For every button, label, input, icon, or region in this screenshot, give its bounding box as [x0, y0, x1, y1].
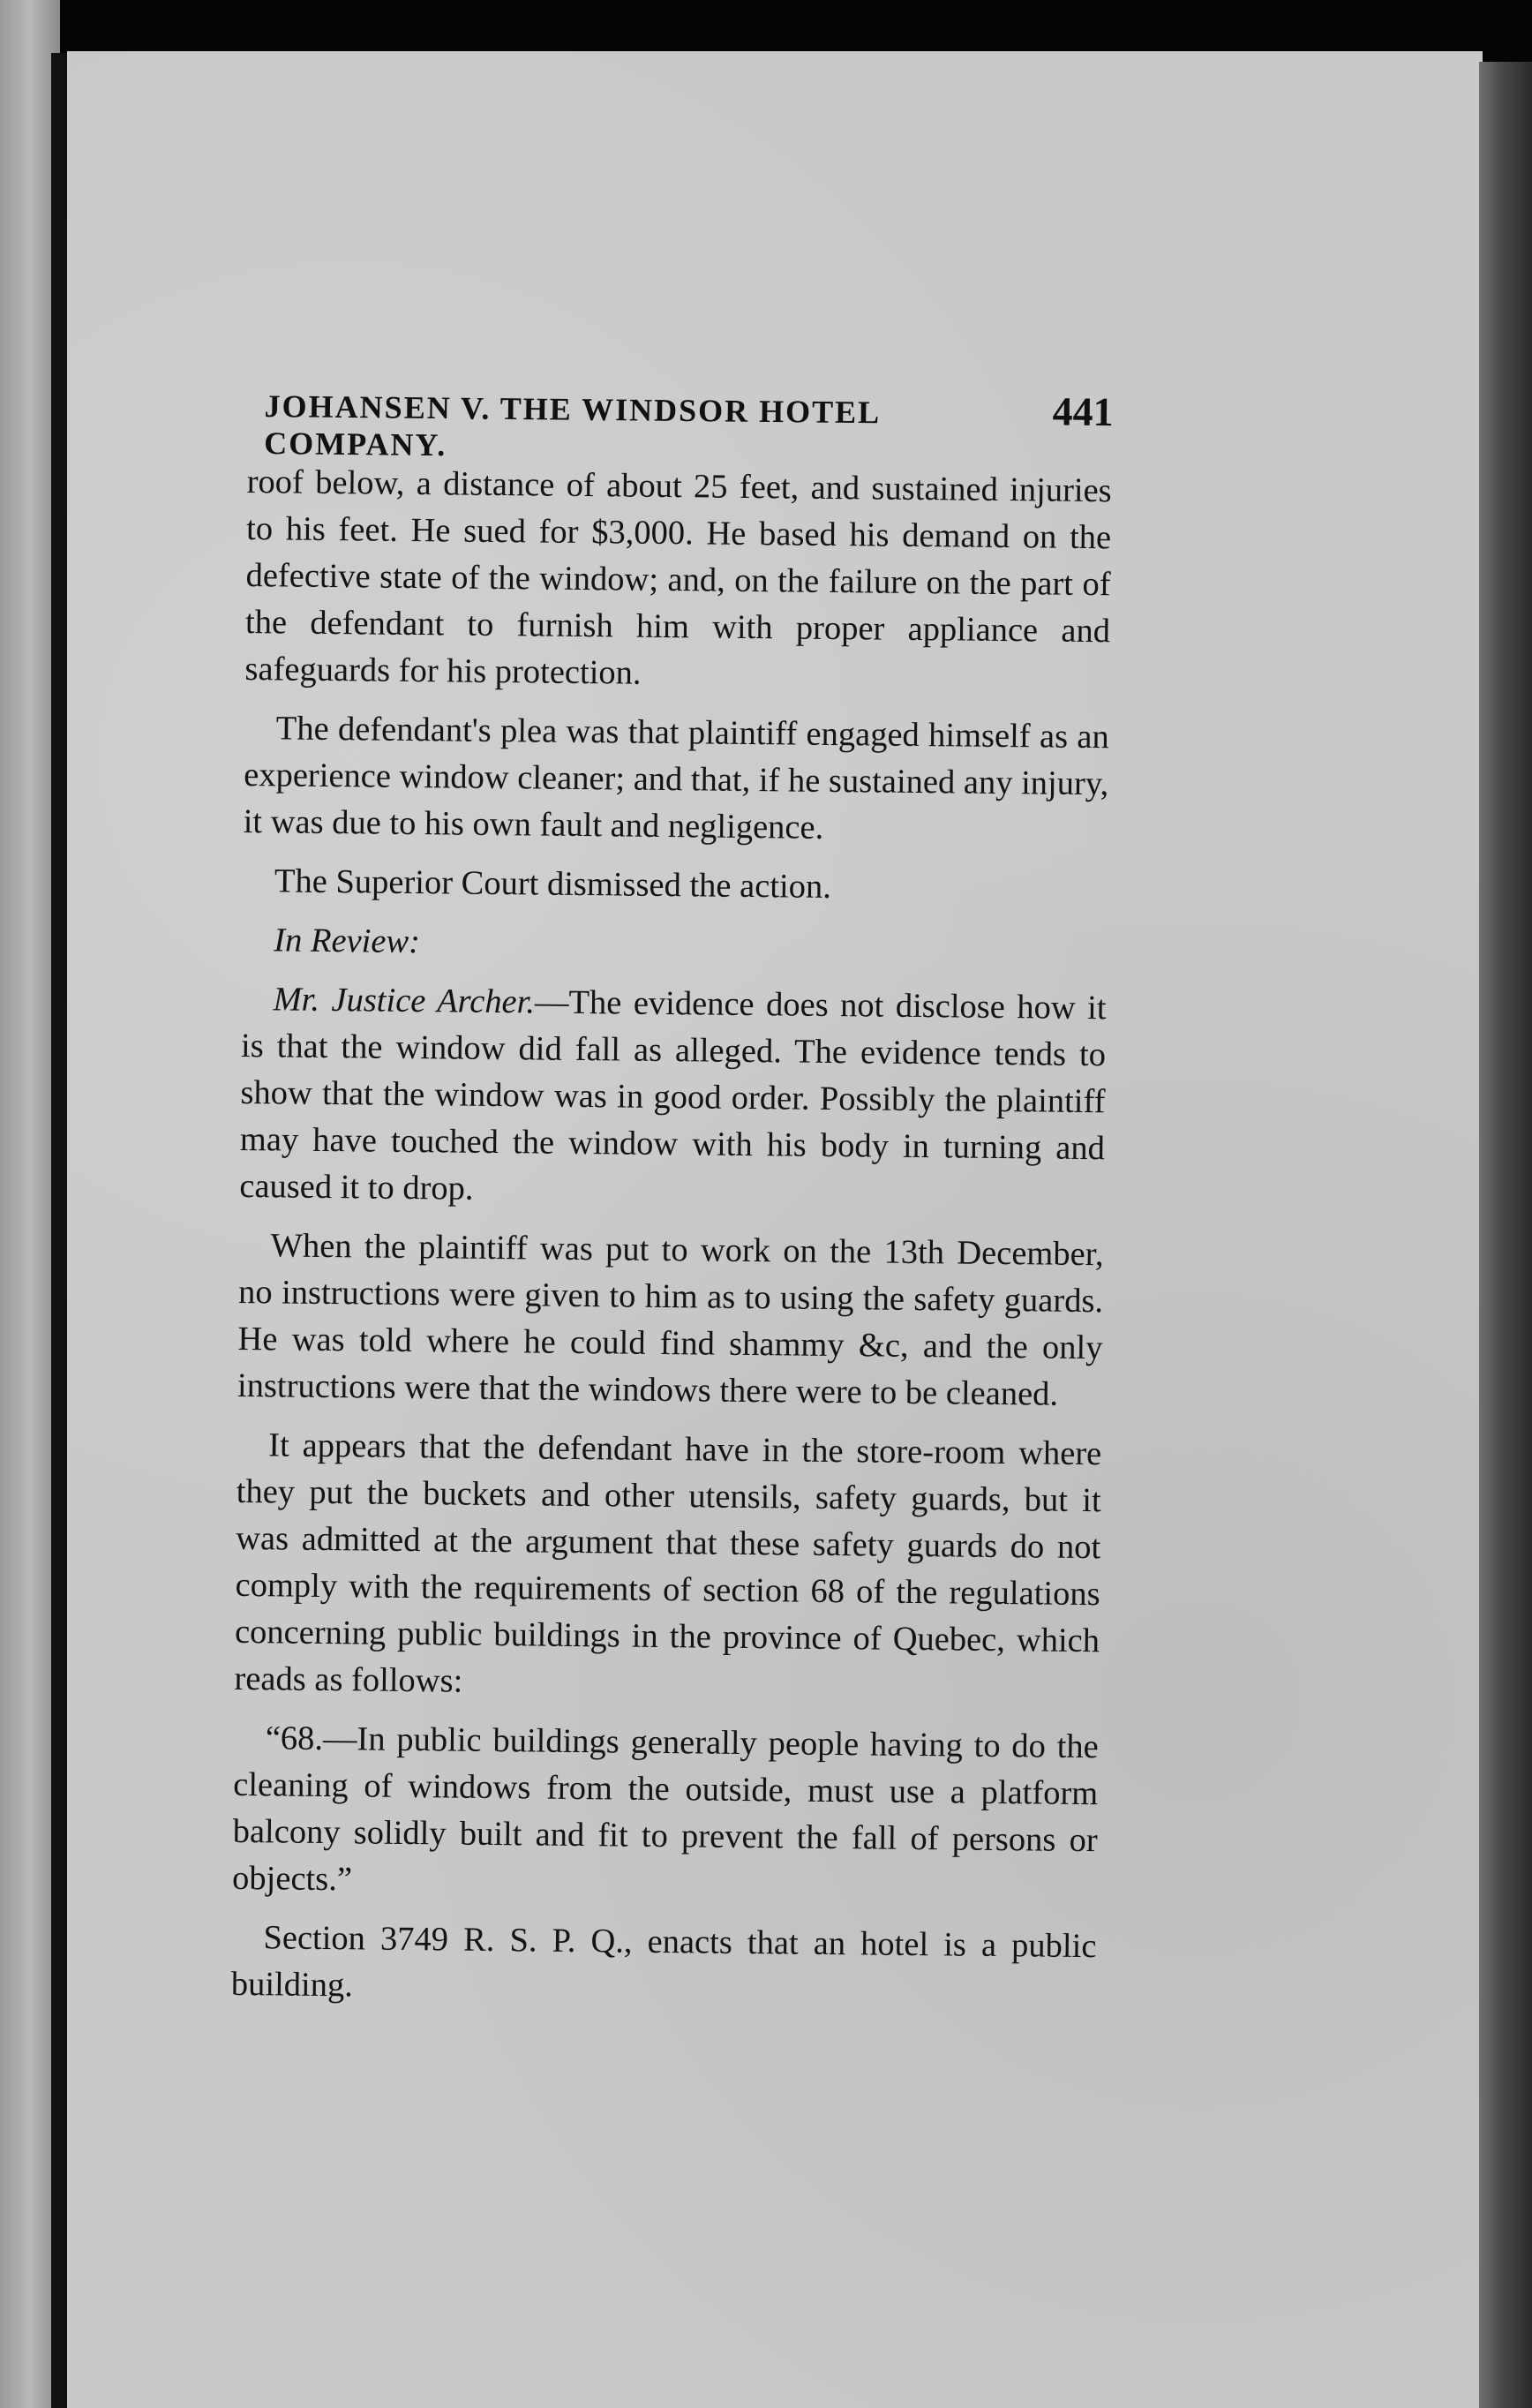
paragraph-9: Section 3749 R. S. P. Q., enacts that an hotel is a public building.	[230, 1919, 1097, 2005]
paragraph-3: The Superior Court dismissed the action.	[274, 862, 832, 906]
paragraph-5	[239, 976, 1107, 1219]
running-head-title: JOHANSEN V. THE WINDSOR HOTEL COMPANY.	[264, 388, 880, 463]
in-review-heading: In Review:	[274, 922, 421, 961]
running-head	[264, 380, 1114, 470]
paragraph-1: roof below, a distance of about 25 feet, and sustained injuries to his feet. He sued for $3,000. He based his demand on the defective state of the window; and, on the failure on the part of the defendant to furnish him with proper appliance and safeguards for his protection.	[244, 463, 1112, 692]
paragraph-6: When the plaintiff was put to work on the 13th December, no instructions were given to him as to using the safety guards. He was told where he could find shammy &c, and the only instructions were that the windows there were to be cleaned.	[237, 1227, 1104, 1413]
body-text	[230, 459, 1111, 2029]
paragraph-7: It appears that the defendant have in the store-room where they put the buckets and other utensils, safety guards, but it was admitted at the argument that these safety guards do not comply with the requirements of section 68 of the regulations concerning public buildings in the province of Quebec, which reads as follows:	[234, 1426, 1102, 1700]
book-spine	[51, 53, 67, 2408]
quoted-regulation: “68.—In public buildings generally people having to do the cleaning of windows from the outside, must use a platform balcony solidly built and fit to prevent the fall of persons or objects.”	[231, 1719, 1099, 1899]
page-number: 441	[1052, 388, 1114, 435]
judge-name: Mr. Justice Archer.	[273, 981, 536, 1021]
paragraph-2: The defendant's plea was that plaintiff engaged himself as an experience window cleaner; and that, if he sustained any injury, it was due to his own fault and negligence.	[243, 710, 1109, 847]
right-page-edge	[1479, 62, 1532, 2408]
judgment-opening: —The evidence does not disclose how it is that the window did fall as alleged. The evidence tends to show that the window was in good order. Possibly the plaintiff may have touched the window with his body in turning and caused it to drop.	[239, 983, 1107, 1208]
